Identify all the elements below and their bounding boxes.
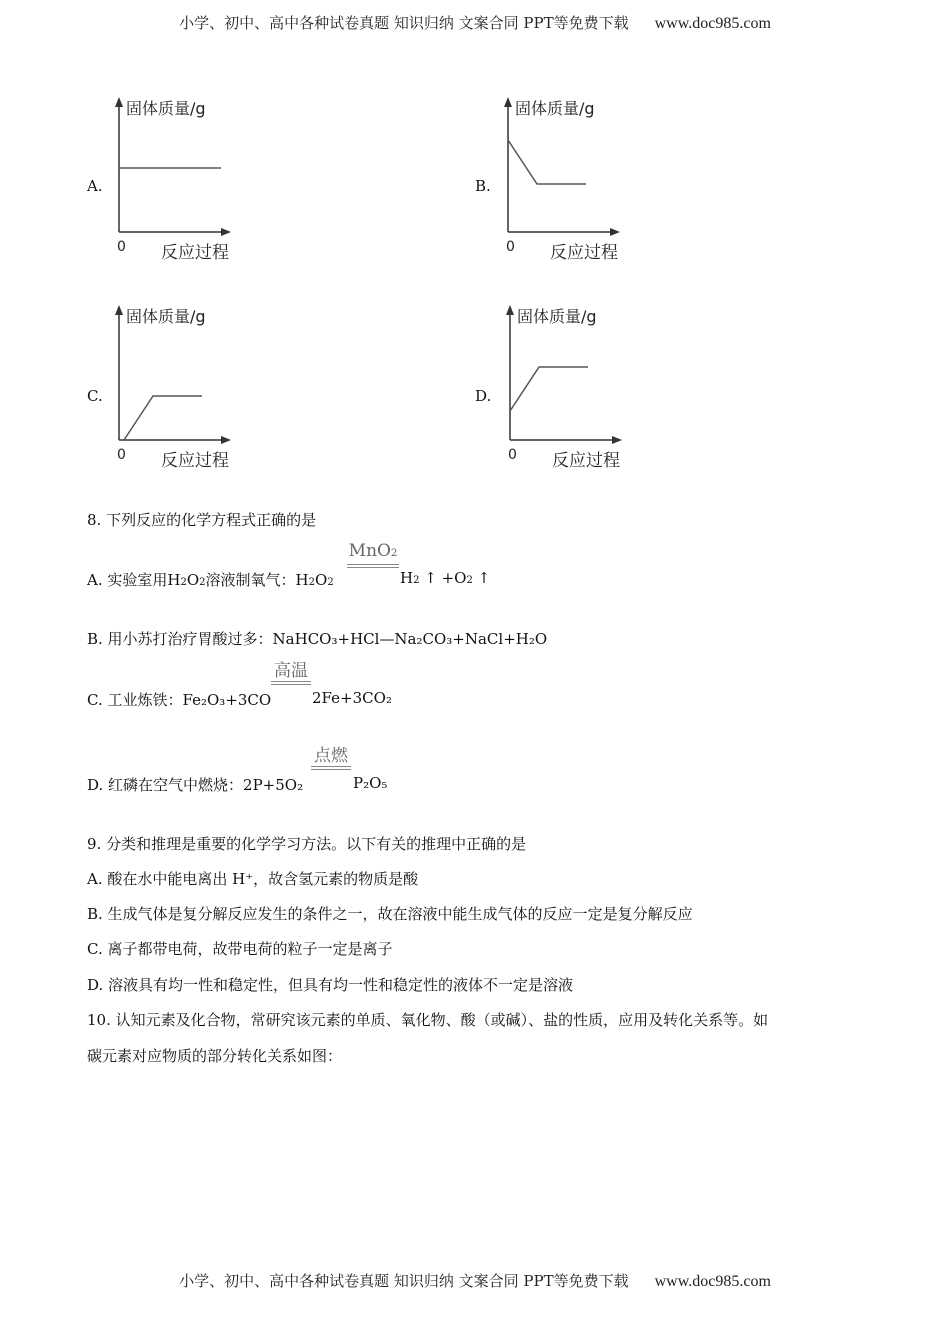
graph-d-x-label: 反应过程	[552, 451, 620, 471]
graph-c-x-label: 反应过程	[161, 451, 229, 471]
graph-option-d-letter: D.	[475, 387, 492, 405]
graph-a-origin: 0	[117, 239, 126, 255]
q9-option-d: D. 溶液具有均一性和稳定性，但具有均一性和稳定性的液体不一定是溶液	[87, 976, 574, 994]
q10-line2: 碳元素对应物质的部分转化关系如图：	[87, 1047, 343, 1065]
graph-d-origin: 0	[508, 447, 517, 463]
graph-option-b-letter: B.	[475, 177, 491, 195]
page-header	[0, 12, 950, 33]
q8-d-products: P₂O₅	[353, 774, 388, 792]
q8-a-equals	[347, 564, 399, 568]
graph-b-x-label: 反应过程	[550, 243, 618, 263]
q8-c-condition-text: 高温	[274, 661, 308, 681]
q8-option-a: A. 实验室用H2O2溶液制氧气：H2O2	[87, 571, 334, 589]
q8-a-arrow: ↑	[477, 569, 491, 587]
page-footer	[0, 1270, 950, 1291]
graph-b-curve	[508, 140, 586, 184]
graph-option-a-letter: A.	[87, 177, 103, 195]
q8-d-condition	[311, 747, 351, 770]
q8-c-products: 2Fe+3CO₂	[312, 689, 392, 707]
q9-option-a: A. 酸在水中能电离出 H⁺，故含氢元素的物质是酸	[87, 870, 419, 888]
q8-stem: 8. 下列反应的化学方程式正确的是	[87, 511, 317, 529]
q8-c-equals	[271, 681, 311, 685]
footer-text: 小学、初中、高中各种试卷真题 知识归纳 文案合同 PPT等免费下载	[179, 1272, 629, 1290]
footer-url[interactable]: www.doc985.com	[654, 1273, 771, 1290]
graph-b	[499, 95, 629, 265]
header-text: 小学、初中、高中各种试卷真题 知识归纳 文案合同 PPT等免费下载	[179, 14, 629, 32]
q8-a-prefix2: 溶液制氧气：	[205, 571, 296, 589]
q8-a-catalyst: MnO	[348, 541, 391, 561]
q9-option-b: B. 生成气体是复分解反应发生的条件之一，故在溶液中能生成气体的反应一定是复分解反应	[87, 905, 693, 923]
graph-b-origin: 0	[506, 239, 515, 255]
graph-c-curve	[124, 396, 202, 440]
graph-b-y-label: 固体质量/g	[515, 99, 595, 118]
q9-stem: 9. 分类和推理是重要的化学学习方法。以下有关的推理中正确的是	[87, 835, 527, 853]
graph-option-c-letter: C.	[87, 387, 103, 405]
graph-a-x-label: 反应过程	[161, 243, 229, 263]
q8-d-prefix: D. 红磷在空气中燃烧：2P+5O₂	[87, 776, 304, 794]
q8-option-b: B. 用小苏打治疗胃酸过多：NaHCO₃+HCl—Na₂CO₃+NaCl+H₂O	[87, 630, 548, 648]
q10-line1: 10. 认知元素及化合物，常研究该元素的单质、氧化物、酸（或碱）、盐的性质，应用及转化关系等。如	[87, 1011, 769, 1029]
graph-d	[501, 303, 631, 473]
graph-c-origin: 0	[117, 447, 126, 463]
q8-a-catalyst-sub: 2	[390, 548, 398, 559]
q8-a-products-text: ↑ +O	[424, 569, 467, 587]
q8-a-prefix: A. 实验室用	[87, 571, 168, 589]
graph-c	[110, 303, 240, 473]
graph-a	[110, 95, 240, 265]
header-url[interactable]: www.doc985.com	[654, 15, 771, 32]
graph-d-curve	[510, 367, 588, 411]
q8-c-condition	[271, 662, 311, 685]
q9-option-c: C. 离子都带电荷，故带电荷的粒子一定是离子	[87, 940, 393, 958]
graph-d-y-label: 固体质量/g	[517, 307, 597, 326]
q8-a-products: H2 ↑ +O2 ↑	[400, 569, 491, 587]
q8-d-equals	[311, 766, 351, 770]
q8-d-condition-text: 点燃	[314, 746, 348, 766]
q8-c-prefix: C. 工业炼铁：Fe₂O₃+3CO	[87, 691, 272, 709]
graph-c-y-label: 固体质量/g	[126, 307, 206, 326]
graph-a-y-label: 固体质量/g	[126, 99, 206, 118]
q8-a-condition	[347, 542, 399, 568]
